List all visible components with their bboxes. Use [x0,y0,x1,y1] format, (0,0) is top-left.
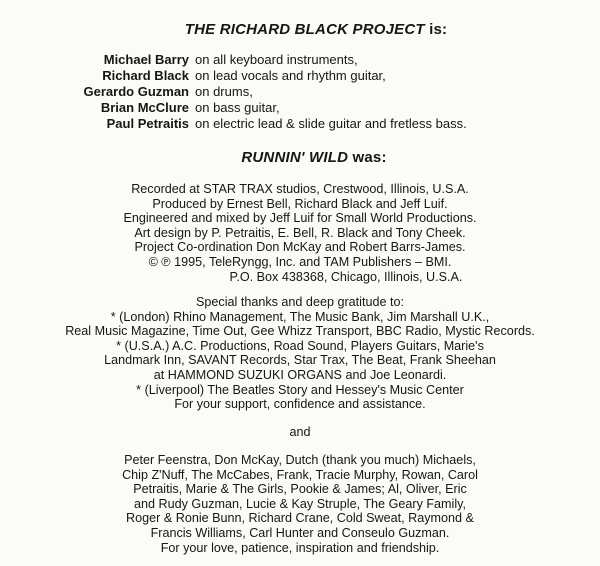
album-heading-suffix: was: [348,149,387,166]
member-row [0,52,600,68]
thanks-line: * (Liverpool) The Beatles Story and Hessey's Music Center [136,382,464,397]
member-role: on all keyboard instruments, [195,52,358,67]
credit-line: Art design by P. Petraitis, E. Bell, R. Black and Tony Cheek. [134,225,466,240]
credit-line: Engineered and mixed by Jeff Luif for Small World Productions. [123,211,477,226]
thanks-line: Landmark Inn, SAVANT Records, Star Trax, The Beat, Frank Sheehan [104,353,496,368]
thanks-line: Real Music Magazine, Time Out, Gee Whizz Transport, BBC Radio, Mystic Records. [65,324,535,339]
band-name: THE RICHARD BLACK PROJECT [184,21,425,38]
member-row [0,116,600,132]
production-credits [0,182,600,284]
and-text: and [289,425,311,439]
member-row [0,68,600,84]
friends-line: and Rudy Guzman, Lucie & Kay Struple, The Geary Family, [133,496,467,511]
member-name: Gerardo Guzman [83,84,189,99]
member-name: Richard Black [102,68,189,83]
thanks-line: * (London) Rhino Management, The Music Bank, Jim Marshall U.K., [110,309,490,324]
friends-line: Chip Z'Nuff, The McCabes, Frank, Tracie Murphy, Rowan, Carol [122,467,478,482]
member-role: on bass guitar, [195,100,280,115]
band-heading-suffix: is: [424,21,448,38]
friends-line: Peter Feenstra, Don McKay, Dutch (thank you much) Michaels, [124,453,476,467]
album-heading [14,149,600,166]
thanks-line: Special thanks and deep gratitude to: [196,295,404,309]
band-heading [16,21,600,38]
member-name: Paul Petraitis [106,116,189,131]
friends-thanks [0,453,600,555]
friends-line: Roger & Ronie Bunn, Richard Crane, Cold Sweat, Raymond & [126,511,474,526]
member-role: on electric lead & slide guitar and fretless bass. [195,116,467,131]
thanks-line: * (U.S.A.) A.C. Productions, Road Sound, Players Guitars, Marie's [116,338,484,353]
member-row [0,100,600,116]
album-name: RUNNIN' WILD [241,149,349,166]
copyright-line: © ℗ 1995, TeleRyngg, Inc. and TAM Publishers – BMI. [148,254,452,269]
credit-line: Recorded at STAR TRAX studios, Crestwood, Illinois, U.S.A. [131,182,469,196]
member-row [0,84,600,100]
member-role: on lead vocals and rhythm guitar, [195,68,386,83]
thanks-line: at HAMMOND SUZUKI ORGANS and Joe Leonardi. [153,367,447,382]
credit-line: Produced by Ernest Bell, Richard Black and Jeff Luif. [152,196,448,211]
address-line: P.O. Box 438368, Chicago, Illinois, U.S.A. [229,269,463,284]
friends-line: Petraitis, Marie & The Girls, Pookie & James; Al, Oliver, Eric [133,482,467,497]
credit-line: Project Co-ordination Don McKay and Robert Barrs-James. [134,240,466,255]
member-list [0,52,600,132]
thanks-line: For your support, confidence and assistance. [174,397,426,412]
and-separator [0,425,600,440]
special-thanks [0,295,600,412]
friends-line: For your love, patience, inspiration and friendship. [160,540,440,555]
friends-line: Francis Williams, Carl Hunter and Conseulo Guzman. [150,525,450,540]
member-name: Brian McClure [100,100,189,115]
member-role: on drums, [195,84,253,99]
member-name: Michael Barry [103,52,189,67]
